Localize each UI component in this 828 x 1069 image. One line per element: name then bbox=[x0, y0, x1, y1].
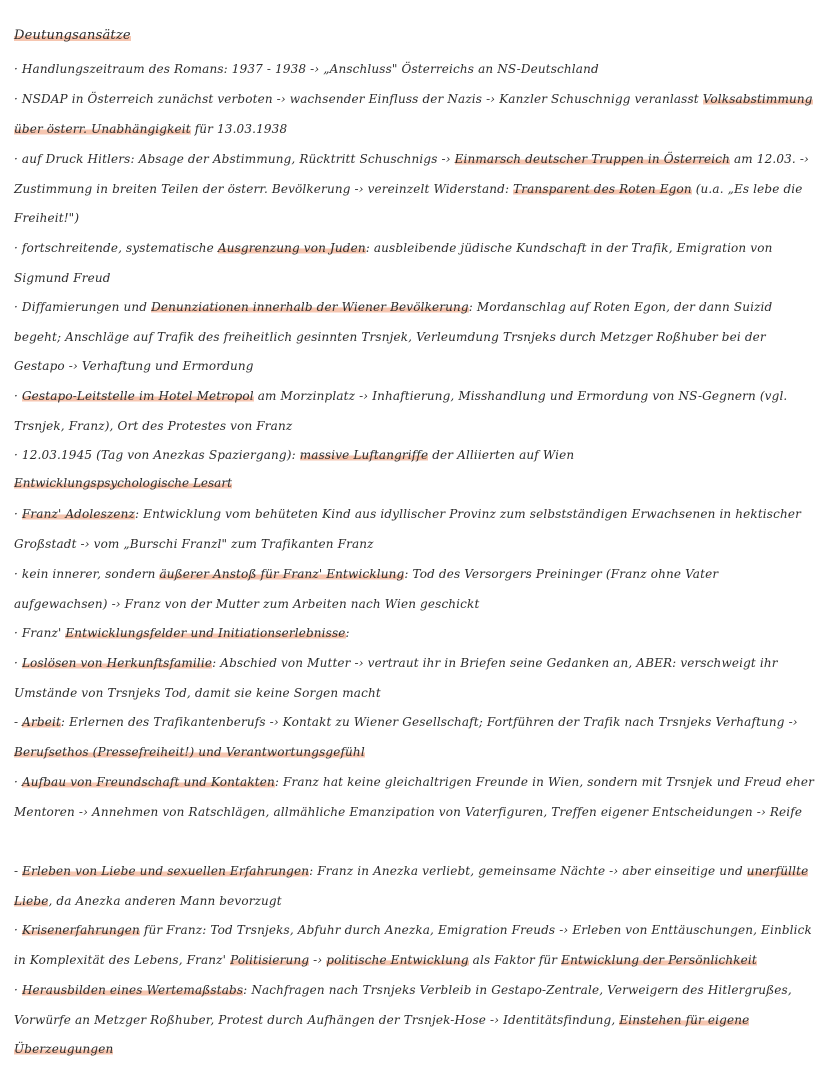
text: : bbox=[345, 626, 350, 640]
highlight: Transparent des Roten Egon bbox=[513, 181, 692, 196]
text: , da Anezka anderen Mann bevorzugt bbox=[48, 893, 282, 908]
highlight: Einstehen für eigene Überzeugungen bbox=[14, 1012, 750, 1056]
text: : Mordanschlag auf Roten Egon, der dann Suizid begeht; Anschläge auf Trafik des freiheitlich gesinnten Trsnjek, Verleumdung Trsnjeks durch Metzger Roßhuber bei der Gestapo -› Verhaftung und Ermordung bbox=[14, 300, 773, 373]
highlight: Loslösen von Herkunftsfamilie bbox=[21, 656, 213, 670]
text: (u.a. „Es lebe die Freiheit!") bbox=[14, 181, 803, 225]
text: : Erlernen des Trafikantenberufs -› Kontakt zu Wiener Gesellschaft; Fortführen der Trafik nach Trsnjeks Verhaftung -› bbox=[60, 715, 798, 729]
highlight: Ausgrenzung von Juden bbox=[217, 241, 366, 255]
highlight: Volksabstimmung über österr. Unabhängigkeit bbox=[14, 92, 813, 136]
highlight: Entwicklungsfelder und Initiationserlebnisse bbox=[65, 626, 346, 640]
paragraph-13 bbox=[14, 768, 814, 827]
text: · NSDAP in Österreich zunächst verboten -› wachsender Einfluss der Nazis -› Kanzler Schuschnigg veranlasst bbox=[14, 92, 703, 106]
text: · 12.03.1945 (Tag von Anezkas Spaziergang): bbox=[14, 448, 300, 462]
paragraph-1 bbox=[14, 55, 814, 85]
text: · Handlungszeitraum des Romans: 1937 - 1938 -› „Anschluss" Österreichs an NS-Deutschland bbox=[14, 62, 599, 76]
text: für 13.03.1938 bbox=[190, 121, 288, 136]
paragraph-5 bbox=[14, 293, 814, 382]
text: · bbox=[14, 775, 22, 789]
highlight: Entwicklung der Persönlichkeit bbox=[561, 952, 757, 967]
text: · auf Druck Hitlers: Absage der Abstimmung, Rücktritt Schuschnigs -› bbox=[14, 152, 455, 166]
highlight: massive Luftangriffe bbox=[299, 448, 429, 462]
text: : Franz in Anezka verliebt, gemeinsame Nächte -› aber einseitige und bbox=[309, 864, 747, 878]
text: : Abschied von Mutter -› vertraut ihr in Briefen seine Gedanken an, ABER: verschweigt ihr Umstände von Trsnjeks Tod, damit sie keine Sorgen macht bbox=[14, 656, 778, 700]
paragraph-2 bbox=[14, 85, 814, 144]
text: · bbox=[14, 983, 22, 997]
paragraph-15 bbox=[14, 916, 814, 975]
text: · Franz' bbox=[14, 626, 66, 640]
text: · Diffamierungen und bbox=[14, 300, 152, 314]
paragraph-14 bbox=[14, 857, 814, 916]
text: · bbox=[14, 389, 22, 403]
text: -› bbox=[309, 952, 327, 967]
text: der Alliierten auf Wien bbox=[428, 448, 575, 462]
paragraph-3 bbox=[14, 145, 814, 234]
highlight: Erleben von Liebe und sexuellen Erfahrungen bbox=[22, 864, 310, 878]
paragraph-12 bbox=[14, 708, 814, 767]
text: · bbox=[14, 507, 22, 521]
paragraph-4 bbox=[14, 234, 814, 293]
highlight: Krisenerfahrungen bbox=[21, 923, 140, 937]
text: am 12.03. -› Zustimmung in breiten Teilen der österr. Bevölkerung -› vereinzelt Widerstand: bbox=[14, 152, 809, 196]
text: · fortschreitende, systematische bbox=[14, 241, 218, 255]
section-heading: Entwicklungspsychologische Lesart bbox=[14, 476, 232, 490]
highlight: Aufbau von Freundschaft und Kontakten bbox=[21, 775, 275, 789]
text: - bbox=[14, 715, 23, 729]
page-title: Deutungsansätze bbox=[14, 28, 131, 43]
text: - bbox=[14, 864, 23, 878]
highlight: äußerer Anstoß für Franz' Entwicklung bbox=[159, 567, 405, 581]
paragraph-16 bbox=[14, 976, 814, 1065]
highlight: Politisierung bbox=[230, 952, 310, 967]
text: · bbox=[14, 923, 22, 937]
highlight: unerfüllte Liebe bbox=[14, 864, 809, 908]
highlight: Franz' Adoleszenz bbox=[21, 507, 136, 521]
highlight: Gestapo-Leitstelle im Hotel Metropol bbox=[21, 389, 254, 403]
highlight: Arbeit bbox=[22, 715, 61, 729]
text: : Nachfragen nach Trsnjeks Verbleib in Gestapo-Zentrale, Verweigern des Hitlergrußes, Vorwürfe an Metzger Roßhuber, Protest durch Aufhängen der Trsnjek-Hose -› Identitätsfindung, bbox=[14, 983, 792, 1027]
text: für Franz: Tod Trsnjeks, Abfuhr durch Anezka, Emigration Freuds -› Erleben von Enttäuschungen, Einblick in Komplexität des Lebens, Franz' bbox=[14, 923, 812, 967]
text: am Morzinplatz -› Inhaftierung, Misshandlung und Ermordung von NS-Gegnern (vgl. Trsnjek, Franz), Ort des Protestes von Franz bbox=[14, 389, 788, 433]
highlight: politische Entwicklung bbox=[326, 952, 469, 967]
paragraph-10 bbox=[14, 619, 814, 649]
highlight: Einmarsch deutscher Truppen in Österreich bbox=[454, 152, 731, 166]
highlight: Berufsethos (Pressefreiheit!) und Verantwortungsgefühl bbox=[14, 744, 365, 759]
paragraph-11 bbox=[14, 649, 814, 708]
text: : Tod des Versorgers Preininger (Franz ohne Vater aufgewachsen) -› Franz von der Mutter zum Arbeiten nach Wien geschickt bbox=[14, 567, 719, 611]
highlight: Denunziationen innerhalb der Wiener Bevölkerung bbox=[151, 300, 469, 314]
paragraph-7 bbox=[14, 441, 814, 471]
text: : ausbleibende jüdische Kundschaft in der Trafik, Emigration von Sigmund Freud bbox=[14, 241, 773, 285]
highlight: Herausbilden eines Wertemaßstabs bbox=[21, 983, 244, 997]
text: : Franz hat keine gleichaltrigen Freunde in Wien, sondern mit Trsnjek und Freud eher Mentoren -› Annehmen von Ratschlägen, allmähliche Emanzipation von Vaterfiguren, Treffen eigener Entscheidungen -› Reife bbox=[14, 775, 814, 819]
paragraph-9 bbox=[14, 560, 814, 619]
paragraph-6 bbox=[14, 382, 814, 441]
text: · bbox=[14, 656, 22, 670]
text: · kein innerer, sondern bbox=[14, 567, 160, 581]
text: : Entwicklung vom behüteten Kind aus idyllischer Provinz zum selbstständigen Erwachsenen in hektischer Großstadt -› vom „Burschi Franzl" zum Trafikanten Franz bbox=[14, 507, 801, 551]
text: als Faktor für bbox=[468, 952, 562, 967]
paragraph-8 bbox=[14, 500, 814, 559]
